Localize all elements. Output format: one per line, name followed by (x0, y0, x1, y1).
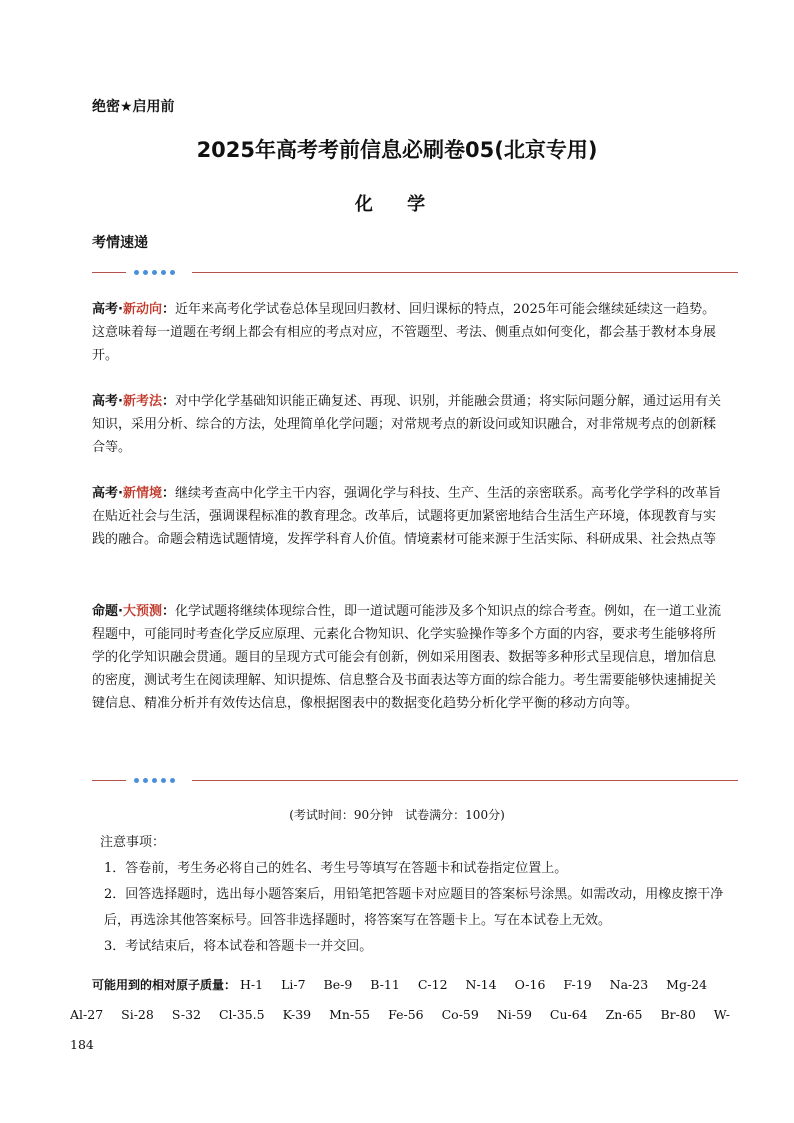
intro-keyword: 新动向 (122, 302, 162, 317)
divider-dot (143, 778, 148, 783)
intro-prefix: 高考· (92, 394, 123, 409)
atomic-mass: Si-28 (121, 1007, 154, 1022)
atomic-mass: Cu-64 (549, 1007, 588, 1022)
intro-prefix: 高考· (92, 302, 123, 317)
intro-keyword: 新考法 (122, 394, 162, 409)
section-heading: 考情速递 (92, 235, 148, 251)
intro-colon: ： (161, 604, 175, 619)
divider-dot (134, 270, 139, 275)
atomic-mass: Zn-65 (605, 1007, 643, 1022)
divider-dot (170, 778, 175, 783)
intro-colon: ： (161, 394, 175, 409)
notes-item: 1．答卷前，考生务必将自己的姓名、考生号等填写在答题卡和试卷指定位置上。 (104, 861, 568, 876)
atomic-masses-line-1 (70, 970, 750, 1000)
intro-paragraph-new-method (92, 390, 722, 459)
notes-block (92, 830, 732, 960)
intro-keyword: 大预测 (122, 604, 162, 619)
intro-paragraph-new-context (92, 482, 722, 551)
divider-dots (134, 776, 175, 783)
intro-prefix: 命题· (92, 604, 123, 619)
atomic-masses-label: 可能用到的相对原子质量： (92, 978, 237, 992)
atomic-mass: B-11 (370, 977, 400, 992)
atomic-mass: W-184 (70, 1007, 730, 1052)
atomic-mass: K-39 (282, 1007, 312, 1022)
atomic-mass: Mn-55 (329, 1007, 371, 1022)
divider-dot (161, 270, 166, 275)
atomic-mass: S-32 (171, 1007, 201, 1022)
divider-line-right (192, 780, 738, 781)
divider-dot (152, 270, 157, 275)
intro-paragraph-prediction (92, 600, 722, 715)
atomic-mass: Co-59 (441, 1007, 479, 1022)
atomic-mass: Li-7 (281, 977, 306, 992)
intro-colon: ： (161, 486, 175, 501)
atomic-masses-line-2 (70, 1000, 750, 1060)
divider-dot (134, 778, 139, 783)
divider-dot (170, 270, 175, 275)
atomic-mass: Br-80 (660, 1007, 696, 1022)
atomic-mass: C-12 (417, 977, 448, 992)
intro-text: 对中学化学基础知识能正确复述、再现、识别，并能融会贯通；将实际问题分解，通过运用有关知识，采用分析、综合的方法，处理简单化学问题；对常规考点的新设问或知识融合，对非常规考点的创新糅合等。 (92, 394, 721, 455)
atomic-mass: H-1 (240, 977, 264, 992)
intro-text: 近年来高考化学试卷总体呈现回归教材、回归课标的特点，2025年可能会继续延续这一趋势。这意味着每一道题在考纲上都会有相应的考点对应，不管题型、考法、侧重点如何变化，都会基于教材本身展开。 (92, 302, 717, 363)
atomic-mass: Mg-24 (666, 977, 708, 992)
atomic-mass: Na-23 (609, 977, 649, 992)
bottom-divider (92, 776, 738, 786)
intro-prefix: 高考· (92, 486, 123, 501)
intro-paragraph-new-trend (92, 298, 722, 367)
divider-dot (152, 778, 157, 783)
intro-colon: ： (161, 302, 175, 317)
intro-keyword: 新情境 (122, 486, 162, 501)
atomic-mass: F-19 (563, 977, 592, 992)
divider-line-right (192, 272, 738, 273)
notes-heading: 注意事项： (100, 835, 166, 850)
intro-text: 化学试题将继续体现综合性，即一道试题可能涉及多个知识点的综合考查。例如，在一道工业流程题中，可能同时考查化学反应原理、元素化合物知识、化学实验操作等多个方面的内容，要求考生能够将所学的化学知识融会贯通。题目的呈现方式可能会有创新，例如采用图表、数据等多种形式呈现信息，增加信息的密度，测试考生在阅读理解、知识提炼、信息整合及书面表达等方面的综合能力。考生需要能够快速捕捉关键信息、精准分析并有效传达信息，像根据图表中的数据变化趋势分析化学平衡的移动方向等。 (92, 604, 721, 711)
atomic-mass: Al-27 (70, 1007, 104, 1022)
atomic-mass: Cl-35.5 (218, 1007, 265, 1022)
atomic-mass: Ni-59 (496, 1007, 532, 1022)
divider-dots (134, 268, 175, 275)
top-divider (92, 268, 738, 278)
divider-dot (143, 270, 148, 275)
exam-info: (考试时间：90分钟 试卷满分：100分) (289, 808, 505, 822)
notes-item: 3．考试结束后，将本试卷和答题卡一并交回。 (104, 939, 373, 954)
atomic-mass: Be-9 (323, 977, 353, 992)
atomic-mass: O-16 (514, 977, 546, 992)
notes-item: 2．回答选择题时，选出每小题答案后，用铅笔把答题卡对应题目的答案标号涂黑。如需改动，用橡皮擦干净后，再选涂其他答案标号。回答非选择题时，将答案写在答题卡上。写在本试卷上无效。 (104, 887, 724, 928)
atomic-masses (70, 970, 750, 1060)
divider-line-left (92, 780, 126, 781)
divider-line-left (92, 272, 126, 273)
page-title: 2025年高考考前信息必刷卷05(北京专用) (196, 138, 598, 162)
divider-dot (161, 778, 166, 783)
secret-label: 绝密★启用前 (92, 99, 175, 115)
subject-title: 化 学 (354, 194, 440, 215)
atomic-mass: N-14 (465, 977, 497, 992)
atomic-mass: Fe-56 (388, 1007, 424, 1022)
intro-text: 继续考查高中化学主干内容，强调化学与科技、生产、生活的亲密联系。高考化学学科的改革旨在贴近社会与生活，强调课程标准的教育理念。改革后，试题将更加紧密地结合生活生产环境，体现教育与实践的融合。命题会精选试题情境，发挥学科育人价值。情境素材可能来源于生活实际、科研成果、社会热点等 (92, 486, 721, 547)
